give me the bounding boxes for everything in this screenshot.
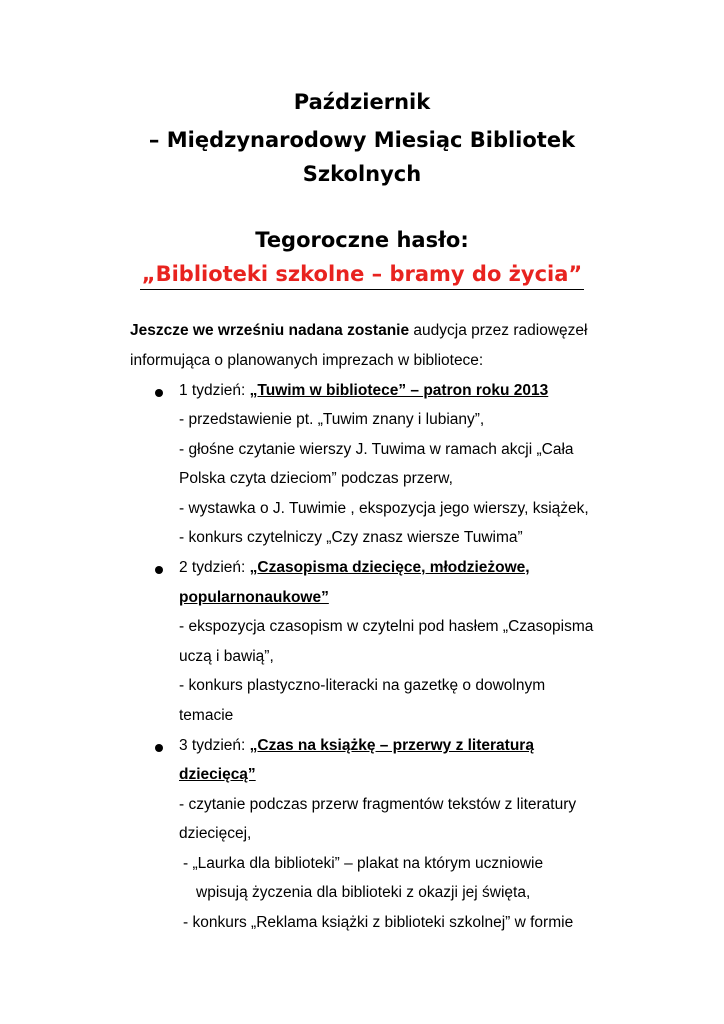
week-2-item: - konkurs plastyczno-literacki na gazetkę o dowolnym (179, 677, 546, 694)
intro-line-2: informująca o planowanych imprezach w bibliotece: (130, 352, 484, 369)
week-3-item: - konkurs „Reklama książki z biblioteki szkolnej” w formie (183, 914, 574, 931)
week-2-item: - ekspozycja czasopism w czytelni pod hasłem „Czasopisma (179, 618, 594, 635)
week-2-heading-cont: popularnonaukowe” (179, 589, 329, 606)
week-3-item: - „Laurka dla biblioteki” – plakat na którym uczniowie (183, 855, 544, 872)
title-month: Październik (293, 90, 431, 114)
week-3-item: wpisują życzenia dla biblioteki z okazji jej święta, (196, 884, 531, 901)
week-2-item: uczą i bawią”, (179, 648, 274, 665)
week-3-title: „Czas na książkę – przerwy z literaturą (249, 737, 534, 754)
week-2-item: temacie (179, 707, 234, 724)
intro-bold: Jeszcze we wrześniu nadana zostanie (130, 322, 410, 339)
motto-label: Tegoroczne hasło: (255, 228, 469, 252)
week-1-item: - głośne czytanie wierszy J. Tuwima w ramach akcji „Cała (179, 441, 574, 458)
week-3-item: dziecięcej, (179, 825, 252, 842)
intro-line-1 (130, 322, 587, 340)
motto-text: „Biblioteki szkolne – bramy do życia” (140, 262, 584, 290)
week-1-item: - wystawka o J. Tuwimie , ekspozycja jego wierszy, książek, (179, 500, 589, 517)
week-3-item: - czytanie podczas przerw fragmentów tekstów z literatury (179, 796, 577, 813)
week-2-title: „Czasopisma dziecięce, młodzieżowe, (249, 559, 530, 576)
week-1-heading: 1 tydzień: „Tuwim w bibliotece” – patron roku 2013 (179, 382, 549, 399)
week-1-item: Polska czyta dzieciom” podczas przerw, (179, 470, 453, 487)
intro-rest: audycja przez radiowęzeł (409, 322, 588, 339)
motto (0, 262, 724, 286)
week-3-heading: 3 tydzień: „Czas na książkę – przerwy z literaturą (179, 737, 534, 754)
week-1-item: - przedstawienie pt. „Tuwim znany i lubiany”, (179, 411, 485, 428)
bullet-week-1 (155, 389, 163, 397)
week-3-heading-cont: dziecięcą” (179, 766, 256, 783)
title-event: – Międzynarodowy Miesiąc Bibliotek (148, 128, 576, 152)
bullet-week-2 (155, 566, 163, 574)
week-1-item: - konkurs czytelniczy „Czy znasz wiersze Tuwima” (179, 529, 523, 546)
week-1-title: „Tuwim w bibliotece” – patron roku 2013 (249, 382, 549, 399)
bullet-week-3 (155, 744, 163, 752)
title-event-cont: Szkolnych (302, 162, 422, 186)
week-2-heading: 2 tydzień: „Czasopisma dziecięce, młodzieżowe, (179, 559, 530, 576)
